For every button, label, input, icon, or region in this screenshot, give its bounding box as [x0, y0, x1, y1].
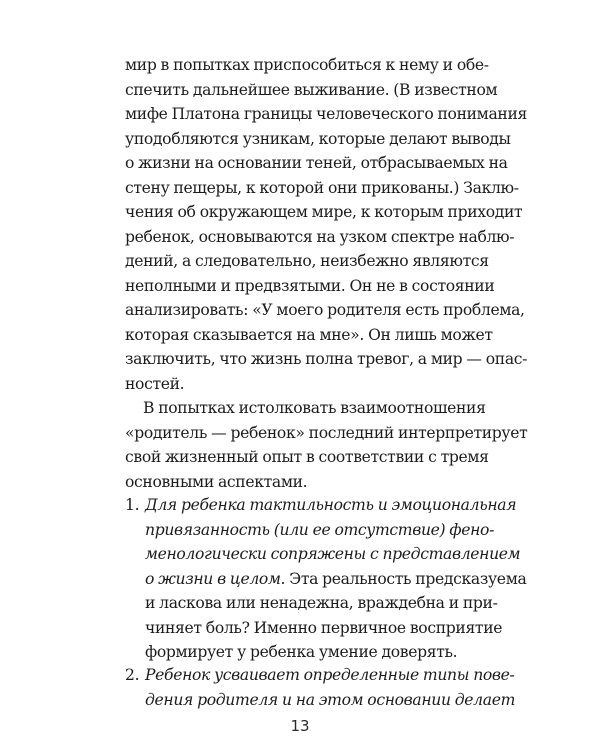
text-line: чения об окружающем мире, к которым приходит	[125, 203, 523, 221]
text-line: о жизни на основании теней, отбрасываемых на	[125, 154, 508, 172]
text-line: неполными и предвзятыми. Он не в состоянии	[125, 276, 495, 295]
text-line: уподобляются узникам, которые делают выводы	[125, 129, 511, 148]
text-line: мифе Платона границы человеческого понимания	[125, 105, 527, 123]
text-line: которая сказывается на мне». Он лишь может	[125, 325, 493, 344]
text-line: мир в попытках приспособиться к нему и обе-	[125, 56, 489, 74]
text-line: ностей.	[125, 374, 185, 393]
list-item-1	[125, 493, 527, 665]
text-line: формирует у ребенка умение доверять.	[145, 643, 458, 661]
text-line: свой жизненный опыт в соответствии с тремя	[125, 448, 489, 466]
text-line	[145, 567, 527, 592]
text-line: дений, а следовательно, неизбежно являются	[125, 252, 489, 270]
text-line: Ребенок усваивает определенные типы пове-	[145, 666, 515, 684]
text-line: Для ребенка тактильность и эмоциональная	[145, 496, 517, 514]
italic-span: о жизни в целом	[145, 569, 281, 588]
list-item-2	[125, 663, 516, 712]
text-line: и ласкова или ненадежна, враждебна и при-	[145, 594, 498, 612]
text-line: менологически сопряжены с представлением	[145, 545, 521, 563]
text-line: «родитель — ребенок» последний интерпретирует	[125, 423, 528, 442]
paragraph-1	[125, 53, 528, 396]
text-line: спечить дальнейшее выживание. (В известном	[125, 80, 498, 99]
text-line: привязанность (или ее отсутствие) фено-	[145, 520, 494, 539]
text-line: чиняет боль? Именно первичное восприятие	[145, 618, 503, 637]
list-marker: 1.	[125, 496, 140, 514]
text-line: анализировать: «У моего родителя есть проблема,	[125, 301, 525, 319]
text-line: основными аспектами.	[125, 472, 308, 491]
regular-span: . Эта реальность предсказуема	[280, 569, 527, 588]
text-line: стену пещеры, к которой они прикованы.) Заклю-	[125, 178, 519, 197]
text-line: В попытках истолковать взаимоотношения	[143, 399, 486, 417]
paragraph-2	[125, 396, 528, 494]
text-line: дения родителя и на этом основании делает	[145, 690, 516, 709]
list-marker: 2.	[125, 666, 140, 684]
page-number: 13	[290, 717, 310, 735]
text-line: заключить, что жизнь полна тревог, а мир — опас-	[125, 350, 528, 368]
text-line: ребенок, основываются на узком спектре наблю-	[125, 227, 515, 246]
